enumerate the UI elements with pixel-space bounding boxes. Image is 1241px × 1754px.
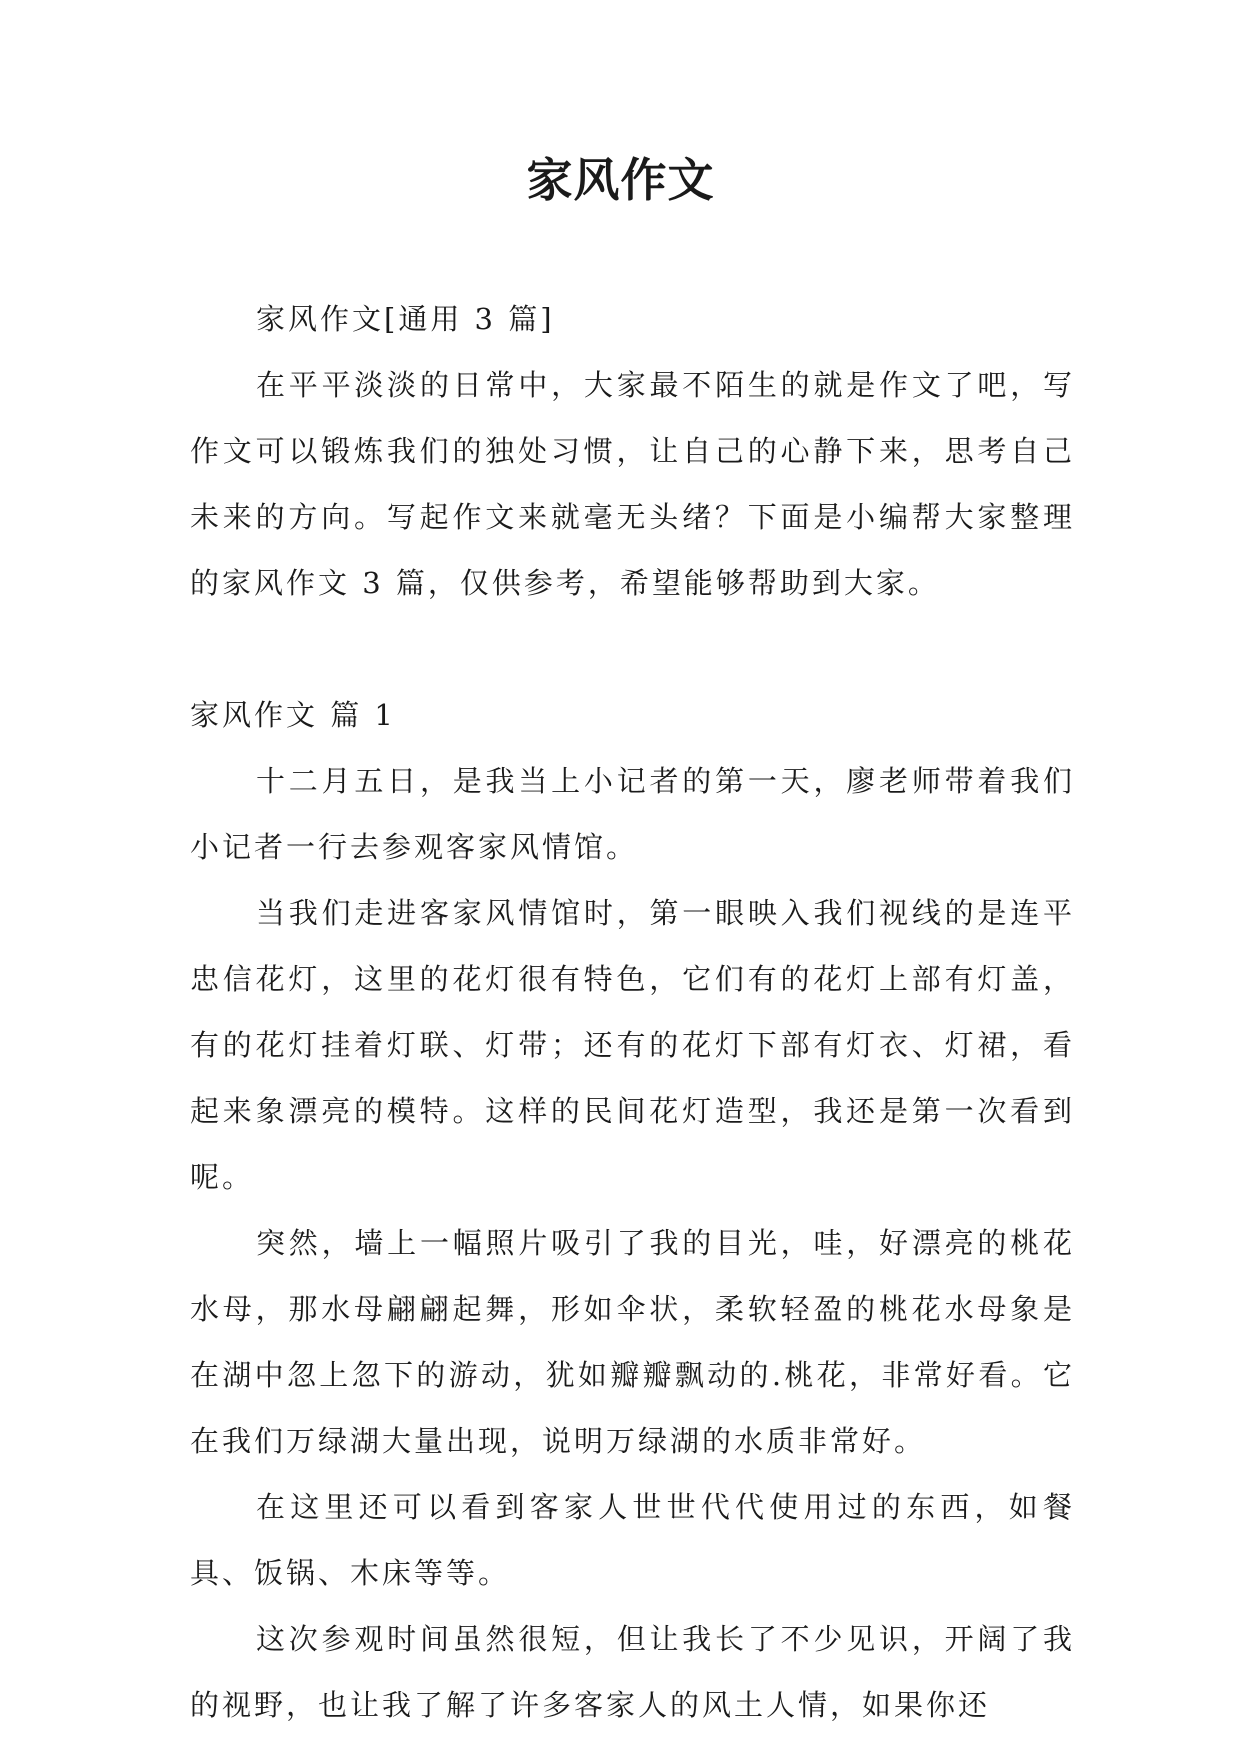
body-paragraph-3: 突然，墙上一幅照片吸引了我的目光，哇，好漂亮的桃花水母，那水母翩翩起舞，形如伞状，柔软轻盈的桃花水母象是在湖中忽上忽下的游动，犹如瓣瓣飘动的.桃花，非常好看。它在我们万绿湖大量出现，说明万绿湖的水质非常好。 bbox=[190, 1226, 1075, 1458]
intro-paragraph: 在平平淡淡的日常中，大家最不陌生的就是作文了吧，写作文可以锻炼我们的独处习惯，让自己的心静下来，思考自己未来的方向。写起作文来就毫无头绪？下面是小编帮大家整理的家风作文 3 篇，仅供参考，希望能够帮助到大家。 bbox=[190, 368, 1075, 600]
body-paragraph-5: 这次参观时间虽然很短，但让我长了不少见识，开阔了我的视野，也让我了解了许多客家人的风土人情，如果你还 bbox=[190, 1622, 1075, 1722]
document-subtitle: 家风作文[通用 3 篇] bbox=[256, 302, 555, 336]
document-title: 家风作文 bbox=[526, 153, 715, 207]
body-paragraph-2: 当我们走进客家风情馆时，第一眼映入我们视线的是连平忠信花灯，这里的花灯很有特色，它们有的花灯上部有灯盖，有的花灯挂着灯联、灯带；还有的花灯下部有灯衣、灯裙，看起来象漂亮的模特。这样的民间花灯造型，我还是第一次看到呢。 bbox=[190, 896, 1075, 1194]
body-paragraph-1: 十二月五日，是我当上小记者的第一天，廖老师带着我们小记者一行去参观客家风情馆。 bbox=[190, 764, 1075, 864]
document-body bbox=[190, 286, 1075, 1738]
body-paragraph-4: 在这里还可以看到客家人世世代代使用过的东西，如餐具、饭锅、木床等等。 bbox=[190, 1490, 1075, 1590]
section-spacer bbox=[190, 616, 1075, 682]
section-heading: 家风作文 篇 1 bbox=[190, 698, 396, 732]
